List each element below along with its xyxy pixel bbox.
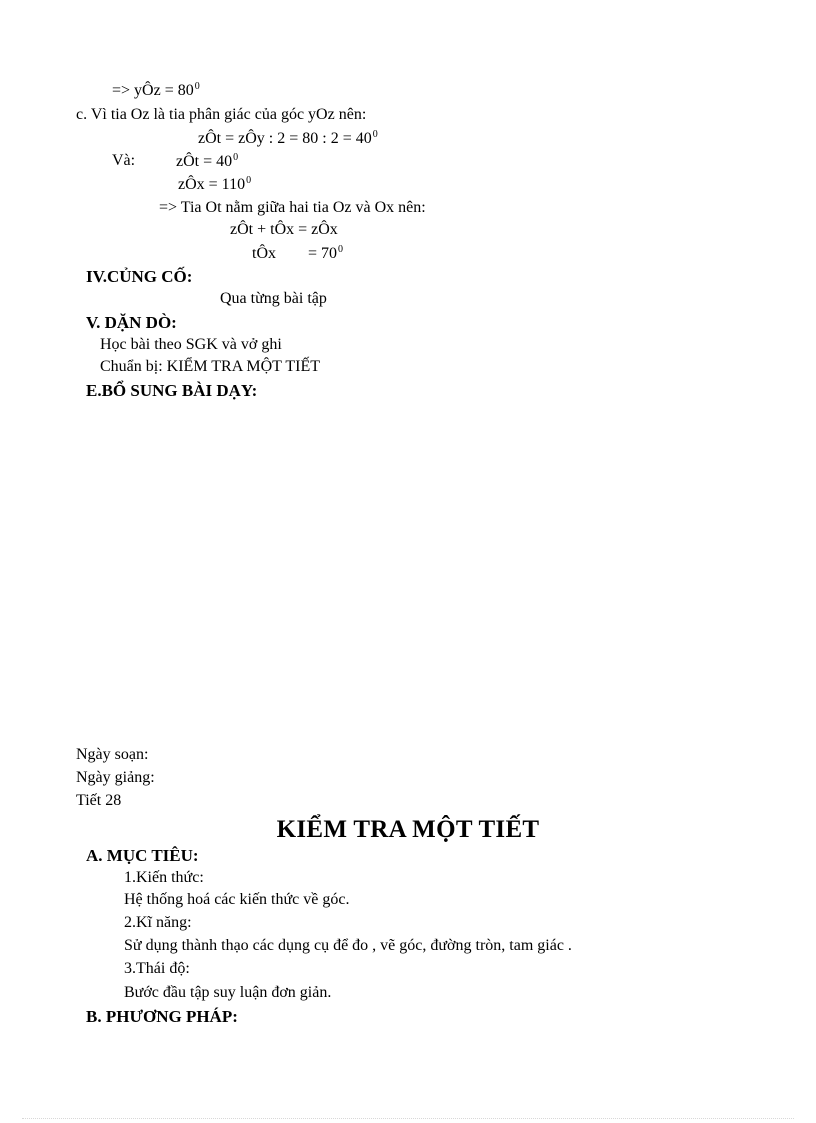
line-yoz-result	[112, 82, 200, 99]
skills-label: 2.Kĩ năng:	[124, 914, 192, 931]
heading-phuong-phap: B. PHƯƠNG PHÁP:	[86, 1007, 238, 1026]
degree-superscript: 0	[246, 175, 252, 186]
line-tox-result	[252, 245, 343, 262]
skills-text: Sử dụng thành thạo các dụng cụ để đo , vẽ góc, đường tròn, tam giác .	[124, 937, 572, 954]
math-text: = 70	[308, 245, 338, 262]
dan-do-line-2: Chuẩn bị: KIỂM TRA MỘT TIẾT	[100, 358, 320, 375]
knowledge-text: Hệ thống hoá các kiến thức về góc.	[124, 891, 350, 908]
line-zot-half	[198, 130, 378, 147]
attitude-label: 3.Thái độ:	[124, 960, 190, 977]
line-zot-value	[176, 153, 238, 170]
math-text: zÔt = 40	[176, 153, 233, 170]
prep-date-label: Ngày soạn:	[76, 746, 149, 763]
attitude-text: Bước đầu tập suy luận đơn giản.	[124, 984, 332, 1001]
cung-co-text: Qua từng bài tập	[220, 290, 327, 307]
line-ray-between: => Tia Ot nằm giữa hai tia Oz và Ox nên:	[159, 199, 426, 216]
math-text: zÔt = zÔy : 2 = 80 : 2 = 40	[198, 130, 372, 147]
knowledge-label: 1.Kiến thức:	[124, 869, 204, 886]
degree-superscript: 0	[338, 244, 344, 255]
math-text: tÔx	[252, 245, 276, 262]
line-part-c-statement: c. Vì tia Oz là tia phân giác của góc yOz nên:	[76, 106, 367, 123]
math-text: zÔx = 110	[178, 176, 246, 193]
heading-cung-co: IV.CỦNG CỐ:	[86, 267, 193, 286]
dan-do-line-1: Học bài theo SGK và vở ghi	[100, 336, 282, 353]
heading-muc-tieu: A. MỤC TIÊU:	[86, 846, 199, 865]
period-label: Tiết 28	[76, 792, 122, 809]
degree-superscript: 0	[194, 81, 200, 92]
label-va: Và:	[112, 152, 136, 169]
heading-dan-do: V. DẶN DÒ:	[86, 313, 177, 332]
line-angle-sum: zÔt + tÔx = zÔx	[230, 221, 338, 238]
line-zox-value	[178, 176, 251, 193]
math-text: => yÔz = 80	[112, 82, 194, 99]
degree-superscript: 0	[233, 152, 239, 163]
heading-bo-sung: E.BỔ SUNG BÀI DẠY:	[86, 381, 258, 400]
degree-superscript: 0	[372, 129, 378, 140]
page-bottom-divider	[22, 1118, 794, 1119]
page-title: KIỂM TRA MỘT TIẾT	[276, 816, 540, 843]
teach-date-label: Ngày giảng:	[76, 769, 155, 786]
